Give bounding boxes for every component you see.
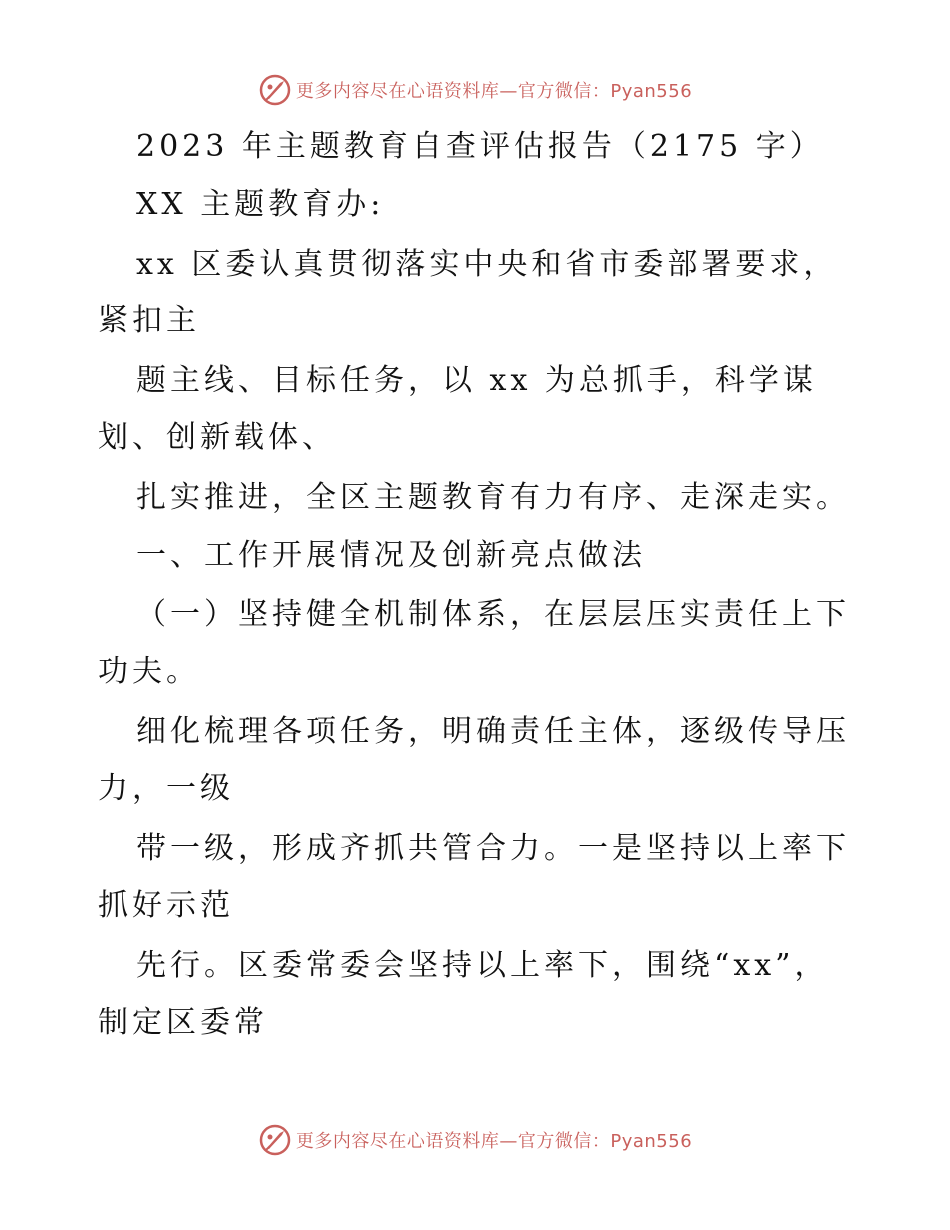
paragraph-line: xx 区委认真贯彻落实中央和省市委部署要求，: [136, 247, 838, 282]
footer-watermark: [0, 1120, 950, 1160]
document-title: 2023 年主题教育自查评估报告（2175 字）: [136, 129, 824, 164]
paragraph-line: 制定区委常: [98, 1005, 268, 1040]
paragraph-line: 先行。区委常委会坚持以上率下，围绕“xx”，: [136, 948, 829, 983]
section-heading: 一、工作开展情况及创新亮点做法: [136, 538, 646, 573]
header-watermark: [0, 70, 950, 110]
salutation: XX 主题教育办:: [136, 187, 385, 222]
watermark-text: 更多内容尽在心语资料库—官方微信：Pyan556: [295, 81, 693, 102]
paragraph-line: 划、创新载体、: [98, 420, 336, 455]
subsection-heading: （一）坚持健全机制体系，在层层压实责任上下: [136, 597, 850, 632]
paragraph-line: 力，一级: [98, 771, 234, 806]
paragraph-line: 带一级，形成齐抓共管合力。一是坚持以上率下: [136, 831, 850, 866]
paragraph-line: 功夫。: [98, 654, 200, 689]
quill-logo-icon: [258, 73, 292, 107]
paragraph-line: 细化梳理各项任务，明确责任主体，逐级传导压: [136, 714, 850, 749]
quill-logo-icon: [258, 1123, 292, 1157]
paragraph-line: 题主线、目标任务，以 xx 为总抓手，科学谋: [136, 363, 817, 398]
paragraph-line: 扎实推进，全区主题教育有力有序、走深走实。: [136, 480, 850, 515]
paragraph-line: 抓好示范: [98, 888, 234, 923]
paragraph-line: 紧扣主: [98, 303, 200, 338]
watermark-text: 更多内容尽在心语资料库—官方微信：Pyan556: [295, 1131, 693, 1152]
